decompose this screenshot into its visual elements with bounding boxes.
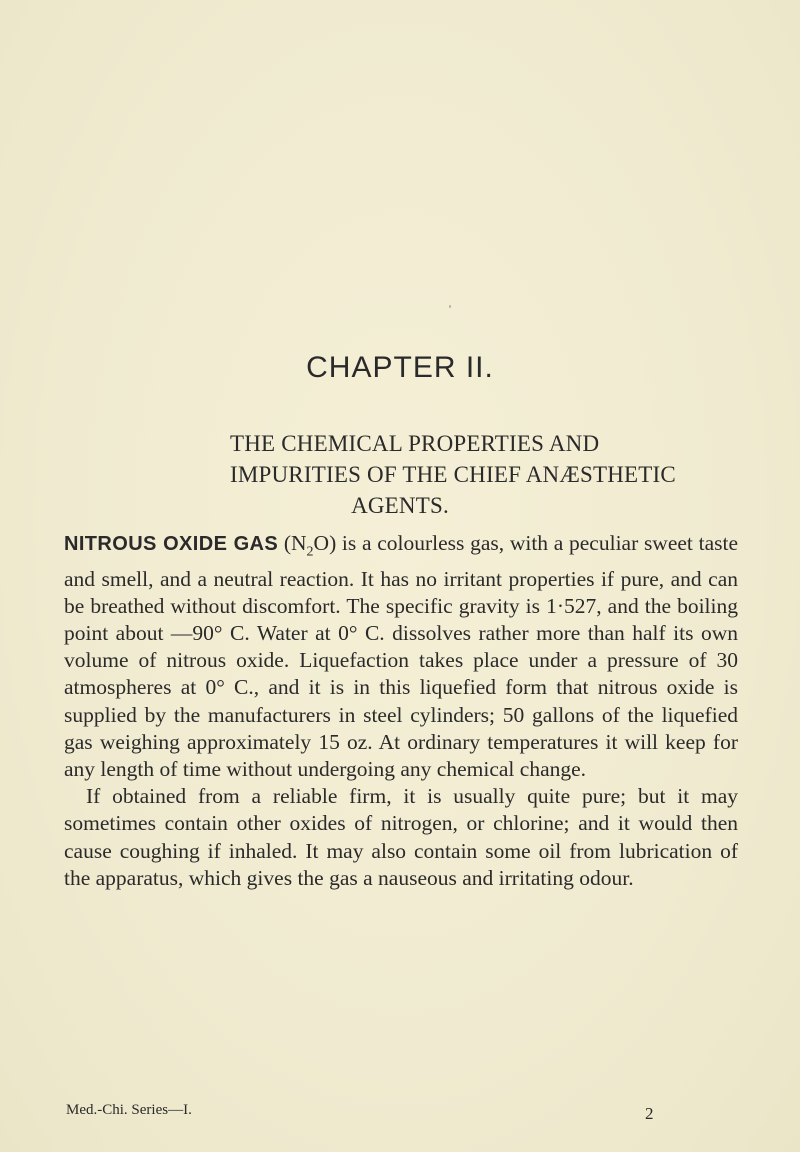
paragraph-impurities: If obtained from a reliable firm, it is usually quite pure; but it may sometimes contain other oxides of nitrogen, or chlorine; and it would then cause coughing if inhaled. It may also contain some oil from lubrication of the apparatus, which gives the gas a nauseous and irritating odour. [64, 784, 738, 890]
chapter-heading: CHAPTER II. [306, 351, 494, 384]
formula-suffix: O) [313, 531, 337, 555]
page-footer [66, 1102, 746, 1124]
chapter-title-line-3: AGENTS. [351, 493, 449, 518]
page-number: 2 [645, 1104, 654, 1123]
signature-mark: Med.-Chi. Series—I. [66, 1102, 192, 1118]
paragraph-nitrous-oxide [64, 530, 738, 783]
formula-prefix: (N [278, 531, 307, 555]
chapter-title-line-1: THE CHEMICAL PROPERTIES AND [230, 431, 600, 456]
formula-subscript: 2 [306, 544, 314, 560]
paper-speck [449, 305, 451, 308]
paragraph-1-text: is a colourless gas, with a peculiar sweet taste and smell, and a neutral reaction. It has no irritant properties if pure, and can be breathed without discomfort. The specific gravity is 1·527, and the boiling point about —90° C. Water at 0° C. dissolves rather more than half its own volume of nitrous oxide. Liquefaction takes place under a pressure of 30 atmospheres at 0° C., and it is in this liquefied form that nitrous oxide is supplied by the manufacturers in steel cylinders; 50 gallons of the liquefied gas weighing approximately 15 oz. At ordinary temperatures it will keep for any length of time without undergoing any chemical change. [64, 531, 738, 781]
chapter-title [230, 428, 676, 521]
section-lead-heading: NITROUS OXIDE GAS [64, 533, 279, 555]
chapter-title-line-2: IMPURITIES OF THE CHIEF ANÆSTHETIC [230, 462, 676, 487]
section-body [64, 530, 738, 892]
